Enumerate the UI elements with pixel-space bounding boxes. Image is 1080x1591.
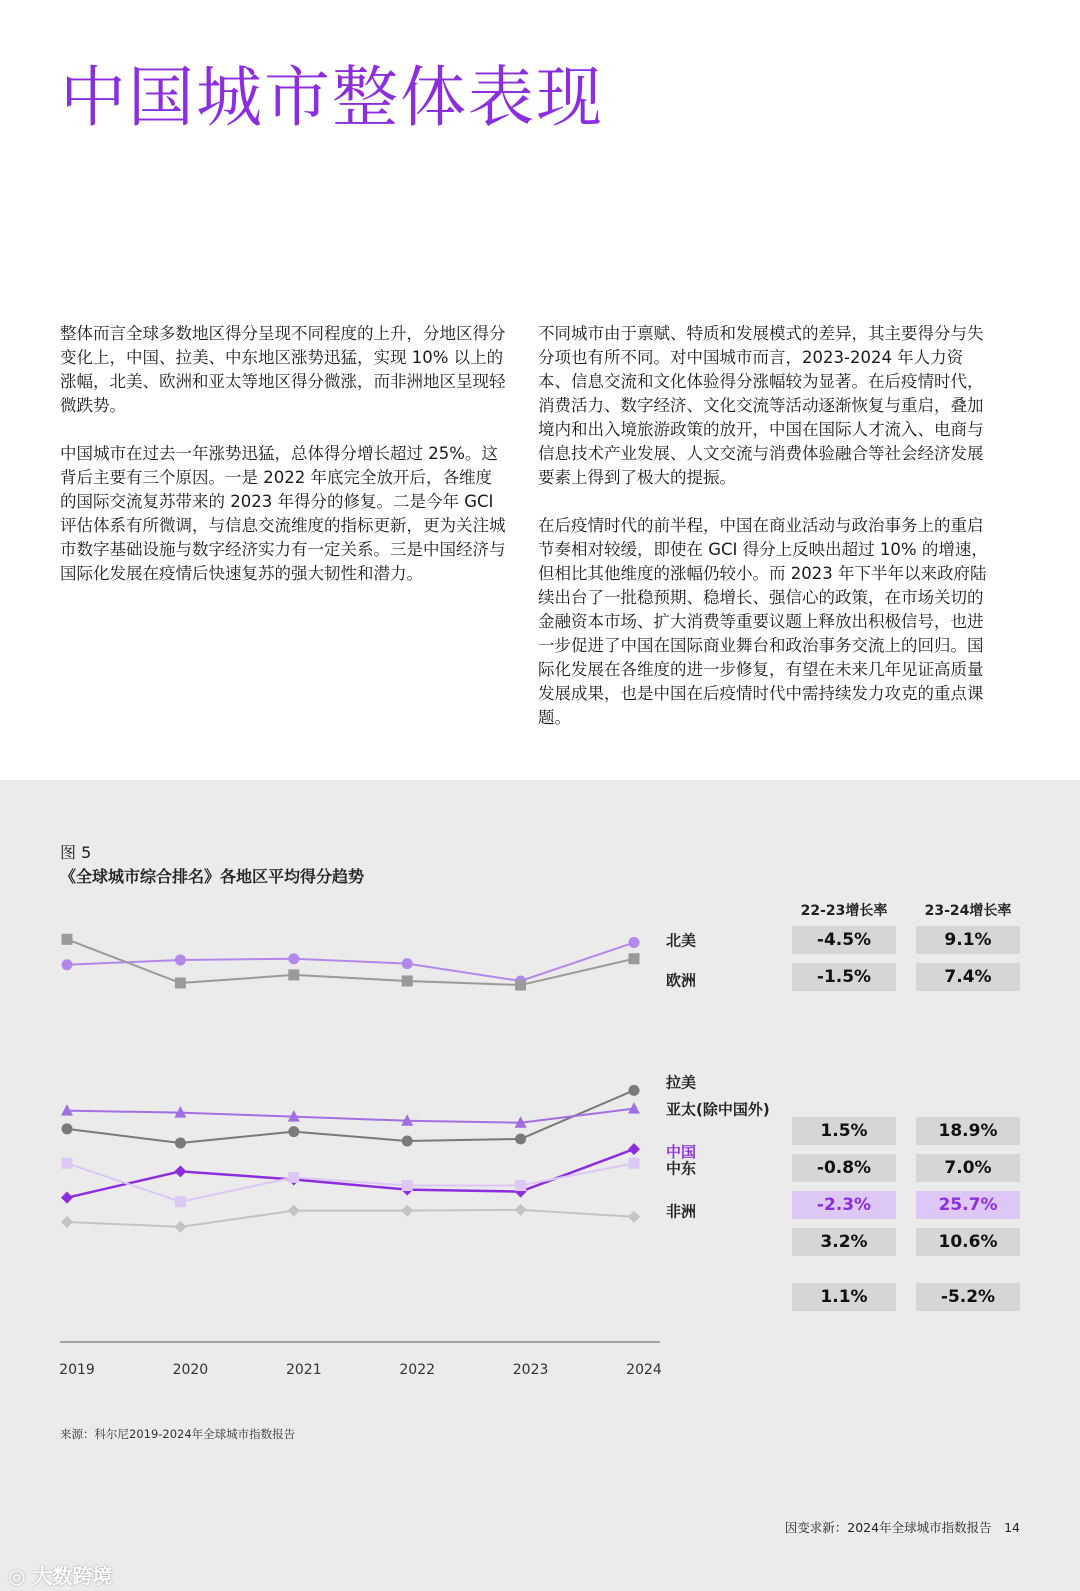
rate-2324-china: 25.7% [916, 1191, 1020, 1219]
series-line-mideast [67, 1163, 634, 1201]
series-label-africa: 非洲 [666, 1202, 697, 1221]
series-line-north-america [67, 943, 634, 981]
watermark-logo-icon: ◎ [8, 1564, 26, 1588]
x-tick-label: 2024 [626, 1362, 662, 1378]
source-note: 来源：科尔尼2019-2024年全球城市指数报告 [60, 1427, 296, 1441]
data-point-latam [515, 1133, 526, 1144]
data-point-north-america [62, 959, 73, 970]
left-text-column [60, 322, 508, 610]
series-line-latam [67, 1090, 634, 1143]
data-point-mideast [629, 1158, 640, 1169]
rate-2324-latam: 18.9% [916, 1117, 1020, 1145]
paragraph: 不同城市由于禀赋、特质和发展模式的差异，其主要得分与失分项也有所不同。对中国城市而言，2023-2024 年人力资本、信息交流和文化体验得分涨幅较为显著。在后疫情时代，消费活力、数字经济、文化交流等活动逐渐恢复与重启，叠加境内和出入境旅游政策的放开，中国在国际人才流入、电商与信息技术产业发展、人文交流与消费体验融合等社会经济发展要素上得到了极大的提振。 [538, 324, 984, 487]
data-point-africa [61, 1216, 73, 1228]
series-label-north-america: 北美 [666, 931, 697, 950]
data-point-europe [629, 953, 640, 964]
page-footer: 因变求新：2024年全球城市指数报告 14 [784, 1520, 1020, 1535]
paragraph: 在后疫情时代的前半程，中国在商业活动与政治事务上的重启节奏相对较缓，即使在 GCI 得分上反映出超过 10% 的增速，但相比其他维度的涨幅仍较小。而 2023 年下半年以来政府陆续出台了一批稳预期、稳增长、强信心的政策，在市场关切的金融资本市场、扩大消费等重要议题上释放出积极信号，也进一步促进了中国在国际商业舞台和政治事务交流上的回归。国际化发展在各维度的进一步修复，有望在未来几年见证高质量发展成果，也是中国在后疫情时代中需持续发力攻克的重点课题。 [538, 516, 988, 727]
data-point-mideast [288, 1172, 299, 1183]
data-point-europe [515, 980, 526, 991]
data-point-apac [628, 1102, 640, 1114]
data-point-china [628, 1143, 640, 1155]
data-point-north-america [629, 937, 640, 948]
data-point-north-america [175, 954, 186, 965]
rate-header-2324: 23-24增长率 [924, 903, 1012, 919]
series-label-mideast: 中东 [666, 1159, 697, 1178]
page-title: 中国城市整体表现 [60, 59, 604, 136]
data-point-latam [175, 1138, 186, 1149]
data-point-mideast [175, 1196, 186, 1207]
data-point-latam [62, 1123, 73, 1134]
line-chart [0, 780, 1080, 1400]
series-line-africa [67, 1210, 634, 1227]
data-point-africa [401, 1205, 413, 1217]
rate-2223-mideast: 3.2% [792, 1228, 896, 1256]
data-point-europe [62, 934, 73, 945]
x-tick-label: 2020 [172, 1362, 209, 1378]
watermark-text: 大数跨境 [32, 1564, 113, 1588]
rate-2324-africa: -5.2% [916, 1283, 1020, 1311]
watermark [8, 1560, 112, 1589]
data-point-north-america [288, 953, 299, 964]
data-point-latam [629, 1085, 640, 1096]
paragraph: 整体而言全球多数地区得分呈现不同程度的上升，分地区得分变化上，中国、拉美、中东地区涨势迅猛，实现 10% 以上的涨幅，北美、欧洲和亚太等地区得分微涨，而非洲地区呈现轻微跌势。 [60, 324, 506, 415]
right-text-column [538, 322, 990, 754]
series-line-europe [67, 939, 634, 985]
rate-2324-mideast: 10.6% [916, 1228, 1020, 1256]
x-tick-label: 2021 [285, 1362, 322, 1378]
data-point-mideast [402, 1180, 413, 1191]
x-tick-label: 2023 [512, 1362, 549, 1378]
data-point-mideast [62, 1158, 73, 1169]
x-tick-label: 2022 [399, 1362, 436, 1378]
figure-title: 《全球城市综合排名》各地区平均得分趋势 [60, 867, 365, 886]
rate-2324-apac: 7.0% [916, 1154, 1020, 1182]
rate-2223-north-america: -4.5% [792, 926, 896, 954]
rate-2223-apac: -0.8% [792, 1154, 896, 1182]
data-point-china [174, 1165, 186, 1177]
series-label-europe: 欧洲 [666, 971, 697, 990]
data-point-mideast [515, 1180, 526, 1191]
rate-2324-north-america: 9.1% [916, 926, 1020, 954]
series-label-latam: 拉美 [666, 1073, 697, 1092]
rate-2223-china: -2.3% [792, 1191, 896, 1219]
rate-2324-europe: 7.4% [916, 963, 1020, 991]
series-label-apac: 亚太(除中国外) [666, 1100, 770, 1119]
data-point-latam [402, 1135, 413, 1146]
data-point-africa [515, 1204, 527, 1216]
data-point-latam [288, 1126, 299, 1137]
data-point-africa [174, 1221, 186, 1233]
data-point-africa [628, 1211, 640, 1223]
x-tick-label: 2019 [59, 1362, 95, 1378]
series-label-china: 中国 [666, 1143, 697, 1162]
series-line-apac [67, 1109, 634, 1123]
rate-header-2223: 22-23增长率 [800, 903, 888, 919]
rate-2223-latam: 1.5% [792, 1117, 896, 1145]
data-point-europe [175, 978, 186, 989]
data-point-china [61, 1192, 73, 1204]
paragraph: 中国城市在过去一年涨势迅猛，总体得分增长超过 25%。这背后主要有三个原因。一是 2022 年底完全放开后，各维度的国际交流复苏带来的 2023 年得分的修复。二是今年 GCI 评估体系有所微调，与信息交流维度的指标更新，更为关注城市数字基础设施与数字经济实力有一定关系。三是中国经济与国际化发展在疫情后快速复苏的强大韧性和潜力。 [60, 444, 506, 583]
data-point-europe [288, 969, 299, 980]
data-point-europe [402, 976, 413, 987]
figure-label: 图 5 [60, 843, 92, 862]
rate-2223-africa: 1.1% [792, 1283, 896, 1311]
series-line-china [67, 1149, 634, 1198]
data-point-north-america [402, 958, 413, 969]
rate-2223-europe: -1.5% [792, 963, 896, 991]
data-point-africa [288, 1205, 300, 1217]
